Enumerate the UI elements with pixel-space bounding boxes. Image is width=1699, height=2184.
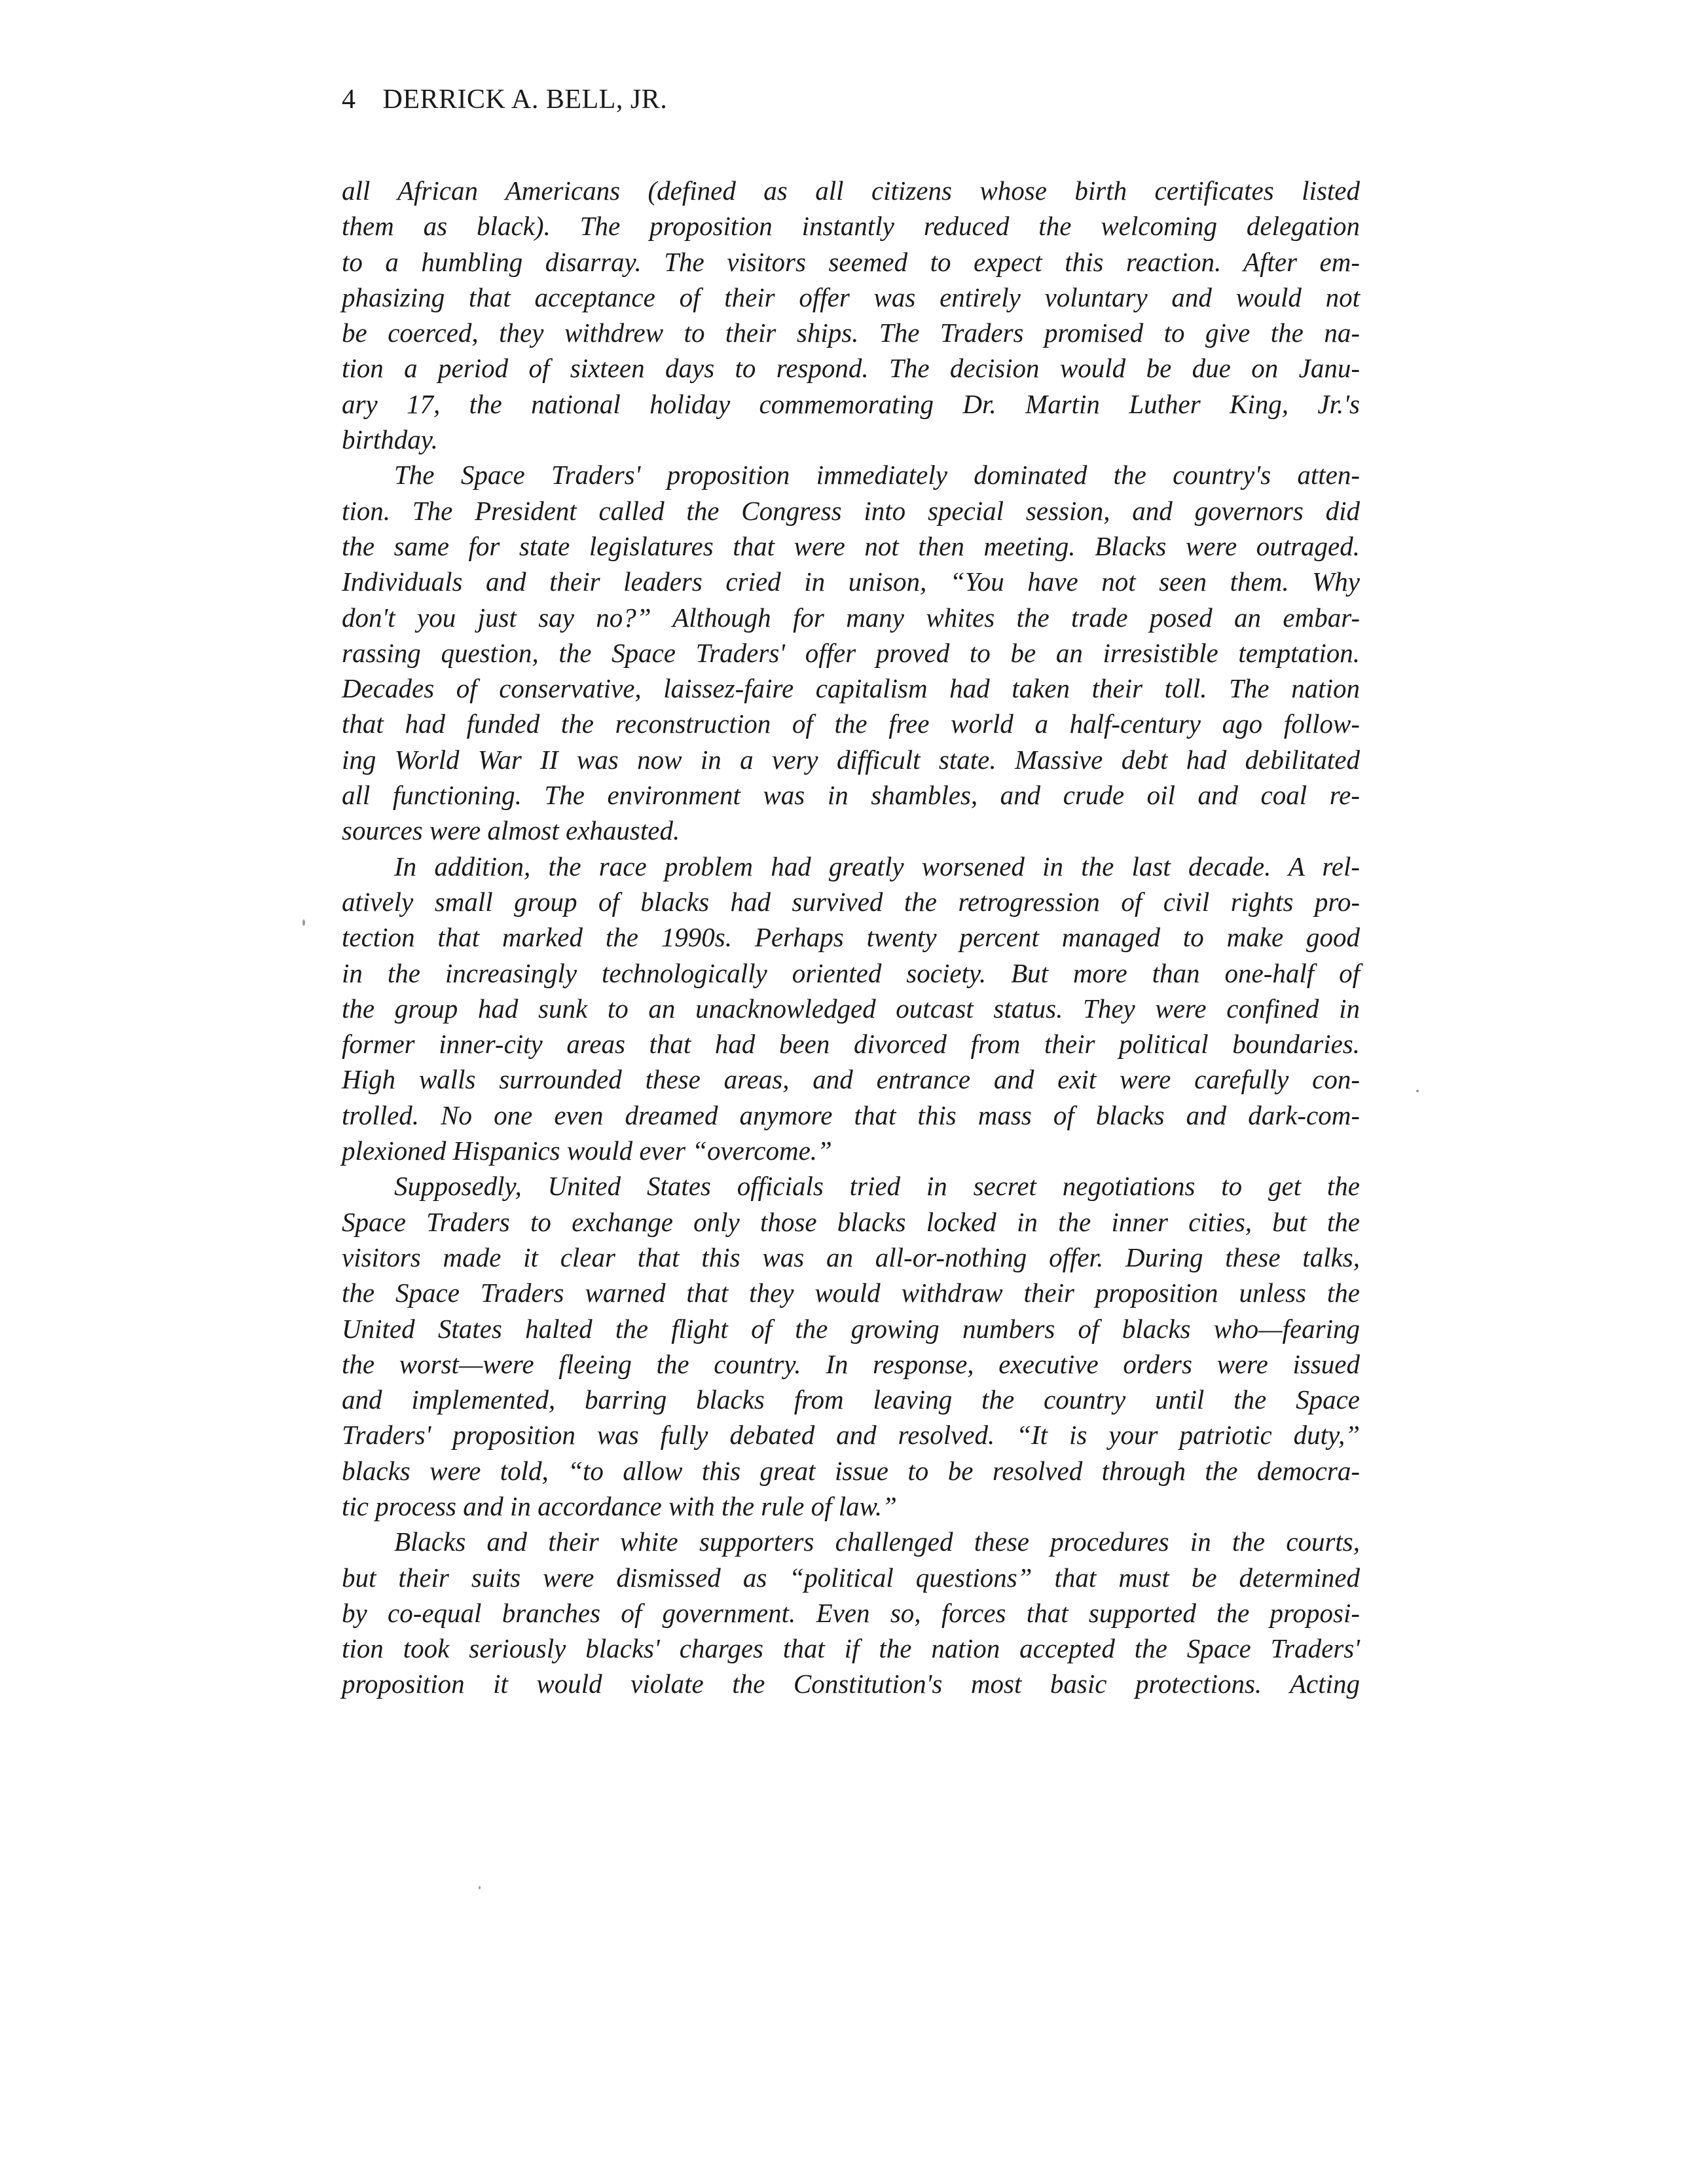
- text-line: plexioned Hispanics would ever “overcome.”: [342, 1136, 832, 1166]
- text-line: the group had sunk to an unacknowledged outcast status. They were confined in: [342, 993, 1360, 1024]
- text-line: in the increasingly technologically oriented society. But more than one-half of: [342, 957, 1360, 988]
- text-line: Supposedly, United States officials tried in secret negotiations to get the: [394, 1171, 1360, 1202]
- text-line: tion took seriously blacks' charges that if the nation accepted the Space Traders': [342, 1633, 1360, 1664]
- text-line: former inner-city areas that had been divorced from their political boundaries.: [342, 1029, 1360, 1060]
- text-line: phasizing that acceptance of their offer was entirely voluntary and would not: [342, 282, 1360, 312]
- text-line: that had funded the reconstruction of the free world a half-century ago follow-: [342, 709, 1360, 739]
- text-line: High walls surrounded these areas, and entrance and exit were carefully con-: [342, 1064, 1360, 1095]
- text-line: the Space Traders warned that they would withdraw their proposition unless the: [342, 1278, 1360, 1308]
- text-line: proposition it would violate the Constitution's most basic protections. Acting: [342, 1669, 1360, 1699]
- text-line: trolled. No one even dreamed anymore that this mass of blacks and dark-com-: [342, 1100, 1360, 1130]
- running-head: [342, 84, 667, 115]
- body-text: [342, 173, 1360, 1702]
- text-line: them as black). The proposition instantly reduced the welcoming delegation: [342, 211, 1360, 242]
- text-line: The Space Traders' proposition immediately dominated the country's atten-: [394, 460, 1360, 490]
- text-line: Individuals and their leaders cried in unison, “You have not seen them. Why: [342, 566, 1360, 597]
- text-line: to a humbling disarray. The visitors seemed to expect this reaction. After em-: [342, 246, 1360, 277]
- text-line: sources were almost exhausted.: [342, 815, 680, 846]
- text-line: atively small group of blacks had survived the retrogression of civil rights pro-: [342, 886, 1360, 917]
- text-line: blacks were told, “to allow this great issue to be resolved through the democra-: [342, 1455, 1360, 1486]
- text-line: but their suits were dismissed as “political questions” that must be determined: [342, 1562, 1360, 1593]
- text-line: Traders' proposition was fully debated and resolved. “It is your patriotic duty,”: [342, 1420, 1360, 1451]
- text-line: all African Americans (defined as all citizens whose birth certificates listed: [342, 176, 1360, 206]
- text-line: and implemented, barring blacks from leaving the country until the Space: [342, 1384, 1360, 1415]
- text-line: tic process and in accordance with the rule of law.”: [342, 1490, 897, 1521]
- text-line: the same for state legislatures that were not then meeting. Blacks were outraged.: [342, 530, 1360, 561]
- text-line: the worst—were fleeing the country. In response, executive orders were issued: [342, 1348, 1360, 1379]
- text-line: ary 17, the national holiday commemorating Dr. Martin Luther King, Jr.'s: [342, 388, 1360, 419]
- text-line: rassing question, the Space Traders' offer proved to be an irresistible temptation.: [342, 637, 1360, 668]
- text-line: visitors made it clear that this was an all-or-nothing offer. During these talks,: [342, 1242, 1360, 1272]
- text-line: Blacks and their white supporters challenged these procedures in the courts,: [394, 1527, 1360, 1557]
- author-name: DERRICK A. BELL, JR.: [382, 84, 668, 115]
- text-line: birthday.: [342, 424, 438, 455]
- text-line: tection that marked the 1990s. Perhaps twenty percent managed to make good: [342, 922, 1360, 953]
- text-line: tion a period of sixteen days to respond. The decision would be due on Janu-: [342, 353, 1360, 384]
- text-line: ing World War II was now in a very difficult state. Massive debt had debilitated: [342, 744, 1360, 775]
- text-line: by co-equal branches of government. Even so, forces that supported the proposi-: [342, 1597, 1360, 1628]
- text-line: tion. The President called the Congress into special session, and governors did: [342, 495, 1360, 526]
- scan-speck: [1416, 1090, 1419, 1092]
- text-line: don't you just say no?” Although for many whites the trade posed an embar-: [342, 602, 1360, 633]
- scan-speck: [302, 919, 305, 926]
- text-line: Space Traders to exchange only those blacks locked in the inner cities, but the: [342, 1206, 1360, 1237]
- page-number: 4: [342, 84, 356, 115]
- text-line: United States halted the flight of the growing numbers of blacks who—fearing: [342, 1313, 1360, 1344]
- text-line: In addition, the race problem had greatly worsened in the last decade. A rel-: [394, 851, 1360, 881]
- text-line: be coerced, they withdrew to their ships. The Traders promised to give the na-: [342, 318, 1360, 348]
- text-line: all functioning. The environment was in shambles, and crude oil and coal re-: [342, 780, 1360, 811]
- scan-speck: [479, 1886, 481, 1889]
- text-line: Decades of conservative, laissez-faire capitalism had taken their toll. The nation: [342, 673, 1360, 704]
